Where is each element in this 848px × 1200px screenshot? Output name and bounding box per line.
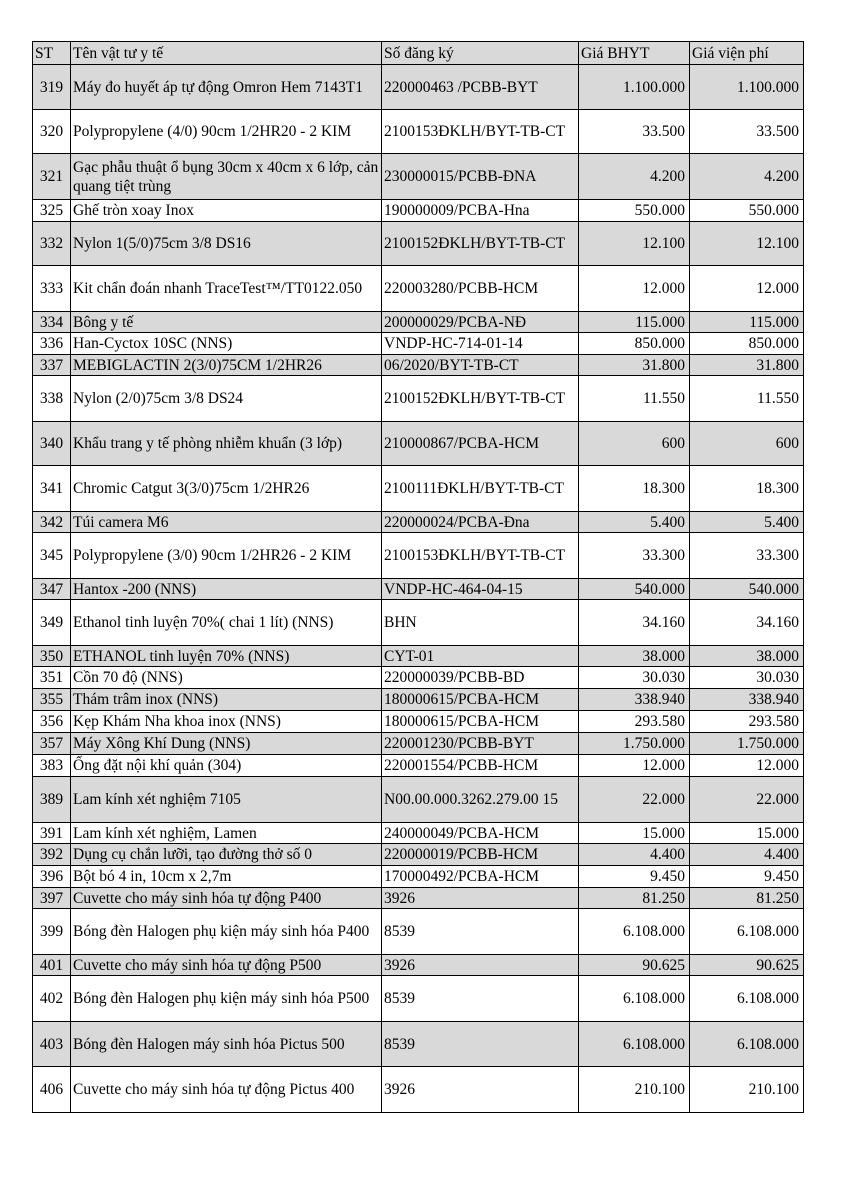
row-insurance-price: 550.000 — [579, 200, 690, 222]
row-registration-number: N00.00.000.3262.279.00 15 — [382, 777, 579, 823]
row-item-name: Bông y tế — [71, 312, 382, 333]
row-stt: 337 — [33, 355, 71, 376]
row-item-name: Dụng cụ chắn lưỡi, tạo đường thở số 0 — [71, 844, 382, 866]
row-item-name: Cuvette cho máy sinh hóa tự động P500 — [71, 955, 382, 976]
row-registration-number: 8539 — [382, 909, 579, 955]
row-hospital-price: 550.000 — [690, 200, 804, 222]
row-stt: 334 — [33, 312, 71, 333]
row-insurance-price: 15.000 — [579, 823, 690, 844]
row-registration-number: 3926 — [382, 1067, 579, 1113]
table-row — [33, 355, 804, 376]
row-stt: 336 — [33, 333, 71, 355]
row-registration-number: 180000615/PCBA-HCM — [382, 689, 579, 711]
row-registration-number: 2100153ĐKLH/BYT-TB-CT — [382, 533, 579, 579]
row-hospital-price: 31.800 — [690, 355, 804, 376]
row-registration-number: 210000867/PCBA-HCM — [382, 422, 579, 466]
table-row — [33, 667, 804, 689]
row-item-name: Hantox -200 (NNS) — [71, 579, 382, 600]
row-item-name: Máy Xông Khí Dung (NNS) — [71, 733, 382, 755]
row-stt: 392 — [33, 844, 71, 866]
row-registration-number: VNDP-HC-714-01-14 — [382, 333, 579, 355]
row-registration-number: 3926 — [382, 955, 579, 976]
table-row — [33, 733, 804, 755]
row-stt: 351 — [33, 667, 71, 689]
row-insurance-price: 6.108.000 — [579, 976, 690, 1022]
row-stt: 347 — [33, 579, 71, 600]
row-item-name: Bóng đèn Halogen phụ kiện máy sinh hóa P400 — [71, 909, 382, 955]
row-insurance-price: 90.625 — [579, 955, 690, 976]
row-hospital-price: 33.500 — [690, 110, 804, 154]
row-stt: 349 — [33, 600, 71, 646]
row-hospital-price: 11.550 — [690, 376, 804, 422]
row-insurance-price: 18.300 — [579, 466, 690, 512]
row-registration-number: 220001230/PCBB-BYT — [382, 733, 579, 755]
row-registration-number: 3926 — [382, 888, 579, 909]
table-row — [33, 110, 804, 154]
row-registration-number: 170000492/PCBA-HCM — [382, 866, 579, 888]
row-insurance-price: 850.000 — [579, 333, 690, 355]
row-insurance-price: 115.000 — [579, 312, 690, 333]
row-stt: 341 — [33, 466, 71, 512]
table-row — [33, 600, 804, 646]
row-stt: 391 — [33, 823, 71, 844]
row-registration-number: 8539 — [382, 1022, 579, 1067]
row-insurance-price: 11.550 — [579, 376, 690, 422]
row-stt: 319 — [33, 65, 71, 110]
row-insurance-price: 12.100 — [579, 222, 690, 266]
row-hospital-price: 22.000 — [690, 777, 804, 823]
row-hospital-price: 4.400 — [690, 844, 804, 866]
row-registration-number: 230000015/PCBB-ĐNA — [382, 154, 579, 200]
row-item-name: Máy đo huyết áp tự động Omron Hem 7143T1 — [71, 65, 382, 110]
row-insurance-price: 600 — [579, 422, 690, 466]
row-insurance-price: 540.000 — [579, 579, 690, 600]
header-hospital-price: Giá viện phí — [690, 42, 804, 65]
row-registration-number: 2100152ĐKLH/BYT-TB-CT — [382, 222, 579, 266]
row-hospital-price: 18.300 — [690, 466, 804, 512]
row-registration-number: 200000029/PCBA-NĐ — [382, 312, 579, 333]
row-hospital-price: 5.400 — [690, 512, 804, 533]
row-registration-number: 220000463 /PCBB-BYT — [382, 65, 579, 110]
row-insurance-price: 33.300 — [579, 533, 690, 579]
row-registration-number: 220001554/PCBB-HCM — [382, 755, 579, 777]
table-row — [33, 466, 804, 512]
table-row — [33, 200, 804, 222]
row-stt: 389 — [33, 777, 71, 823]
row-item-name: Bóng đèn Halogen phụ kiện máy sinh hóa P500 — [71, 976, 382, 1022]
row-item-name: Lam kính xét nghiệm 7105 — [71, 777, 382, 823]
table-row — [33, 844, 804, 866]
header-insurance-price: Giá BHYT — [579, 42, 690, 65]
row-item-name: Kẹp Khám Nha khoa inox (NNS) — [71, 711, 382, 733]
row-hospital-price: 34.160 — [690, 600, 804, 646]
row-item-name: Khẩu trang y tế phòng nhiễm khuẩn (3 lớp) — [71, 422, 382, 466]
row-item-name: ETHANOL tinh luyện 70% (NNS) — [71, 646, 382, 667]
row-registration-number: BHN — [382, 600, 579, 646]
row-insurance-price: 81.250 — [579, 888, 690, 909]
table-row — [33, 154, 804, 200]
row-stt: 355 — [33, 689, 71, 711]
table-row — [33, 888, 804, 909]
row-item-name: Nylon 1(5/0)75cm 3/8 DS16 — [71, 222, 382, 266]
row-item-name: Han-Cyctox 10SC (NNS) — [71, 333, 382, 355]
table-row — [33, 65, 804, 110]
row-hospital-price: 12.100 — [690, 222, 804, 266]
row-registration-number: 240000049/PCBA-HCM — [382, 823, 579, 844]
row-insurance-price: 12.000 — [579, 266, 690, 312]
row-insurance-price: 293.580 — [579, 711, 690, 733]
row-stt: 321 — [33, 154, 71, 200]
table-row — [33, 222, 804, 266]
row-hospital-price: 115.000 — [690, 312, 804, 333]
row-hospital-price: 30.030 — [690, 667, 804, 689]
table-row — [33, 976, 804, 1022]
table-row — [33, 955, 804, 976]
table-row — [33, 266, 804, 312]
row-insurance-price: 1.750.000 — [579, 733, 690, 755]
row-stt: 350 — [33, 646, 71, 667]
row-registration-number: 220000019/PCBB-HCM — [382, 844, 579, 866]
header-item-name: Tên vật tư y tế — [71, 42, 382, 65]
table-row — [33, 646, 804, 667]
row-registration-number: 2100152ĐKLH/BYT-TB-CT — [382, 376, 579, 422]
row-item-name: Túi camera M6 — [71, 512, 382, 533]
table-row — [33, 689, 804, 711]
row-hospital-price: 15.000 — [690, 823, 804, 844]
row-item-name: Bột bó 4 in, 10cm x 2,7m — [71, 866, 382, 888]
row-insurance-price: 6.108.000 — [579, 909, 690, 955]
row-insurance-price: 38.000 — [579, 646, 690, 667]
row-hospital-price: 338.940 — [690, 689, 804, 711]
row-registration-number: CYT-01 — [382, 646, 579, 667]
table-body — [33, 65, 804, 1113]
row-hospital-price: 1.100.000 — [690, 65, 804, 110]
row-registration-number: 220000039/PCBB-BD — [382, 667, 579, 689]
row-registration-number: 2100111ĐKLH/BYT-TB-CT — [382, 466, 579, 512]
row-hospital-price: 9.450 — [690, 866, 804, 888]
row-item-name: Cuvette cho máy sinh hóa tự động P400 — [71, 888, 382, 909]
row-hospital-price: 12.000 — [690, 755, 804, 777]
row-item-name: Thám trâm inox (NNS) — [71, 689, 382, 711]
table-row — [33, 1067, 804, 1113]
row-hospital-price: 210.100 — [690, 1067, 804, 1113]
row-item-name: Cuvette cho máy sinh hóa tự động Pictus 400 — [71, 1067, 382, 1113]
row-item-name: Gạc phẫu thuật ổ bụng 30cm x 40cm x 6 lớp, cản quang tiệt trùng — [71, 154, 382, 200]
table-row — [33, 866, 804, 888]
table-header-row — [33, 42, 804, 65]
row-stt: 342 — [33, 512, 71, 533]
row-insurance-price: 5.400 — [579, 512, 690, 533]
row-insurance-price: 31.800 — [579, 355, 690, 376]
row-insurance-price: 4.200 — [579, 154, 690, 200]
row-stt: 406 — [33, 1067, 71, 1113]
row-stt: 340 — [33, 422, 71, 466]
row-stt: 399 — [33, 909, 71, 955]
row-stt: 332 — [33, 222, 71, 266]
row-hospital-price: 6.108.000 — [690, 1022, 804, 1067]
row-registration-number: 180000615/PCBA-HCM — [382, 711, 579, 733]
row-insurance-price: 338.940 — [579, 689, 690, 711]
row-item-name: Ghế tròn xoay Inox — [71, 200, 382, 222]
table-row — [33, 376, 804, 422]
table-row — [33, 823, 804, 844]
row-item-name: Ethanol tinh luyện 70%( chai 1 lít) (NNS) — [71, 600, 382, 646]
row-hospital-price: 293.580 — [690, 711, 804, 733]
row-stt: 333 — [33, 266, 71, 312]
row-stt: 325 — [33, 200, 71, 222]
table-row — [33, 312, 804, 333]
row-registration-number: 220000024/PCBA-Đna — [382, 512, 579, 533]
row-hospital-price: 600 — [690, 422, 804, 466]
row-item-name: Chromic Catgut 3(3/0)75cm 1/2HR26 — [71, 466, 382, 512]
table-row — [33, 1022, 804, 1067]
row-item-name: Lam kính xét nghiệm, Lamen — [71, 823, 382, 844]
row-stt: 401 — [33, 955, 71, 976]
row-registration-number: 8539 — [382, 976, 579, 1022]
row-hospital-price: 12.000 — [690, 266, 804, 312]
row-insurance-price: 1.100.000 — [579, 65, 690, 110]
row-registration-number: VNDP-HC-464-04-15 — [382, 579, 579, 600]
row-item-name: MEBIGLACTIN 2(3/0)75CM 1/2HR26 — [71, 355, 382, 376]
row-hospital-price: 6.108.000 — [690, 976, 804, 1022]
row-item-name: Cồn 70 độ (NNS) — [71, 667, 382, 689]
header-registration-number: Số đăng ký — [382, 42, 579, 65]
row-item-name: Nylon (2/0)75cm 3/8 DS24 — [71, 376, 382, 422]
row-registration-number: 220003280/PCBB-HCM — [382, 266, 579, 312]
row-stt: 383 — [33, 755, 71, 777]
row-hospital-price: 33.300 — [690, 533, 804, 579]
table-row — [33, 512, 804, 533]
row-stt: 396 — [33, 866, 71, 888]
table-row — [33, 333, 804, 355]
row-insurance-price: 34.160 — [579, 600, 690, 646]
row-stt: 397 — [33, 888, 71, 909]
row-hospital-price: 90.625 — [690, 955, 804, 976]
row-insurance-price: 22.000 — [579, 777, 690, 823]
row-registration-number: 2100153ĐKLH/BYT-TB-CT — [382, 110, 579, 154]
table-row — [33, 579, 804, 600]
row-insurance-price: 6.108.000 — [579, 1022, 690, 1067]
row-stt: 357 — [33, 733, 71, 755]
row-item-name: Polypropylene (3/0) 90cm 1/2HR26 - 2 KIM — [71, 533, 382, 579]
table-row — [33, 533, 804, 579]
supplies-price-table — [32, 41, 804, 1113]
row-hospital-price: 6.108.000 — [690, 909, 804, 955]
row-hospital-price: 1.750.000 — [690, 733, 804, 755]
row-stt: 345 — [33, 533, 71, 579]
row-stt: 356 — [33, 711, 71, 733]
row-insurance-price: 9.450 — [579, 866, 690, 888]
row-registration-number: 190000009/PCBA-Hna — [382, 200, 579, 222]
row-hospital-price: 540.000 — [690, 579, 804, 600]
row-hospital-price: 4.200 — [690, 154, 804, 200]
row-registration-number: 06/2020/BYT-TB-CT — [382, 355, 579, 376]
table-row — [33, 777, 804, 823]
row-insurance-price: 12.000 — [579, 755, 690, 777]
row-stt: 338 — [33, 376, 71, 422]
table-row — [33, 711, 804, 733]
row-stt: 402 — [33, 976, 71, 1022]
table-row — [33, 755, 804, 777]
row-hospital-price: 850.000 — [690, 333, 804, 355]
row-stt: 403 — [33, 1022, 71, 1067]
row-item-name: Kit chẩn đoán nhanh TraceTest™/TT0122.050 — [71, 266, 382, 312]
row-hospital-price: 81.250 — [690, 888, 804, 909]
row-item-name: Ống đặt nội khí quản (304) — [71, 755, 382, 777]
row-stt: 320 — [33, 110, 71, 154]
table-row — [33, 909, 804, 955]
header-stt: ST — [33, 42, 71, 65]
row-item-name: Polypropylene (4/0) 90cm 1/2HR20 - 2 KIM — [71, 110, 382, 154]
table-row — [33, 422, 804, 466]
row-insurance-price: 210.100 — [579, 1067, 690, 1113]
row-hospital-price: 38.000 — [690, 646, 804, 667]
row-insurance-price: 30.030 — [579, 667, 690, 689]
row-insurance-price: 4.400 — [579, 844, 690, 866]
row-item-name: Bóng đèn Halogen máy sinh hóa Pictus 500 — [71, 1022, 382, 1067]
row-insurance-price: 33.500 — [579, 110, 690, 154]
